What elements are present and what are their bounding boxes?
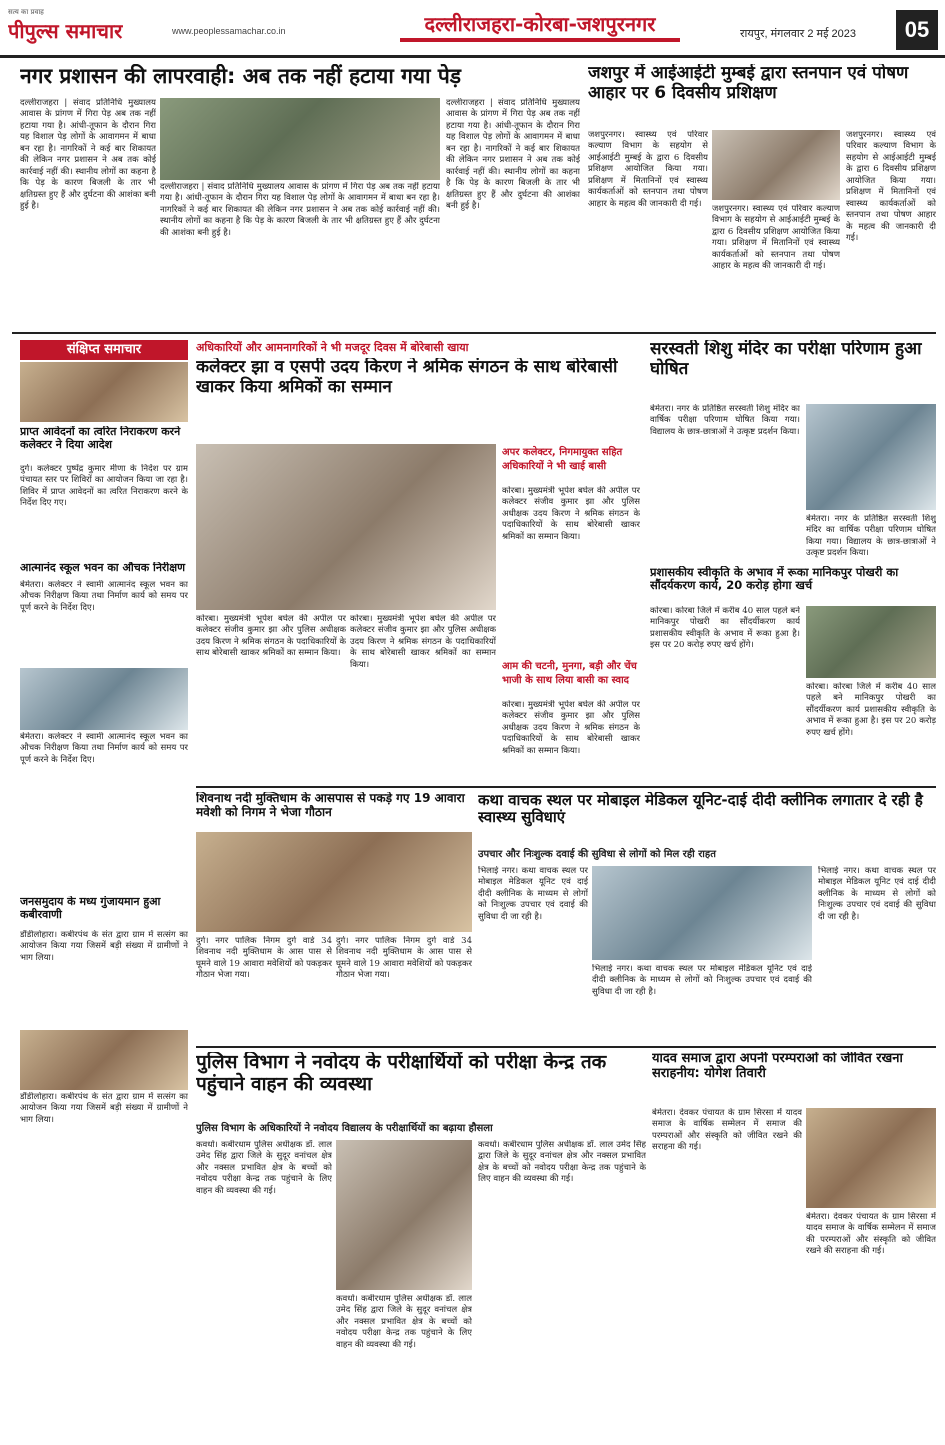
region-title: दल्लीराजहरा-कोरबा-जशपुरनगर (424, 12, 656, 36)
kicker-borebasi: अधिकारियों और आमनागरिकों ने भी मजदूर दिवस में बोरेबासी खाया (196, 341, 469, 354)
logo-tagline: सत्य का प्रवाह (8, 8, 44, 16)
headline-school-inspection: आत्मानंद स्कूल भवन का औचक निरीक्षण (20, 562, 186, 574)
masthead (0, 0, 945, 58)
logo-text: पीपुल्स समाचार (8, 19, 123, 43)
headline-navodaya: पुलिस विभाग ने नवोदय के परीक्षार्थियों को परीक्षा केन्द्र तक पहुंचाने वाहन की व्यवस्था (196, 1052, 607, 1095)
headline-yadav: यादव समाज द्वारा अपनी परम्पराओं को जीवित रखना सराहनीय: योगेश तिवारी (652, 1052, 903, 1081)
photo-navodaya (336, 1140, 472, 1290)
body-iit-col2: जशपुरनगर। स्वास्थ्य एवं परिवार कल्याण विभाग के सहयोग से आईआईटी मुम्बई के द्वारा 6 दिवसीय प्रशिक्षण आयोजित किया गया। प्रशिक्षण में मितानिनों एवं स्वास्थ्य कार्यकर्ताओं को स्तनपान तथा पोषण आहार के महत्व की जानकारी दी गई। (712, 204, 840, 272)
body-kabir: डौंडीलोहारा। कबीरपंथ के संत द्वारा ग्राम में सत्संग का आयोजन किया गया जिसमें बड़ी संख्या में ग्रामीणों ने भाग लिया। (20, 930, 188, 963)
headline-cattle: शिवनाथ नदी मुक्तिधाम के आसपास से पकड़े गए 19 आवारा मवेशी को निगम ने भेजा गौठान (196, 792, 465, 819)
body-yadav-col1: बेमेतरा। देवकर पंचायत के ग्राम सिरसा में यादव समाज के वार्षिक सम्मेलन में समाज की परम्पराओं और संस्कृति को जीवित रखने की सराहना की गई। (652, 1108, 802, 1153)
photo-training (712, 130, 840, 200)
headline-manikpur: प्रशासकीय स्वीकृति के अभाव में रूका मानिकपुर पोखरी का सौंदर्यकरण कार्य, 20 करोड़ होगा खर्च (650, 566, 899, 593)
photo-saraswati (806, 404, 936, 510)
divider-bottom (196, 1046, 936, 1048)
body-tree-col3: दल्लीराजहरा | संवाद प्रतिनिधि मुख्यालय आवास के प्रांगण में गिरा पेड़ अब तक नहीं हटाया गया है। आंधी-तूफान के दौरान गिरा यह विशाल पेड़ लोगों के आवागमन में बाधा बन रहा है। नागरिकों ने कई बार शिकायत की लेकिन नगर प्रशासन ने अब तक कोई कार्रवाई नहीं की। स्थानीय लोगों का कहना है कि पेड़ के कारण बिजली के तार भी क्षतिग्रस्त हुए हैं और दुर्घटना की आशंका बनी हुई है। (446, 98, 580, 212)
photo-collector-camp (20, 362, 188, 422)
body-saraswati-col2: बेमेतरा। नगर के प्रतिष्ठित सरस्वती शिशु मंदिर का वार्षिक परीक्षा परिणाम घोषित किया गया। विद्यालय के छात्र-छात्राओं ने उत्कृष्ट प्रदर्शन किया। (806, 514, 936, 559)
photo-borebasi (196, 444, 496, 610)
subhead-medical: उपचार और निःशुल्क दवाई की सुविधा से लोगों को मिल रही राहत (478, 849, 716, 860)
body-medical-col2: भिलाई नगर। कथा वाचक स्थल पर मोबाइल मेडिकल यूनिट एवं दाई दीदी क्लीनिक के माध्यम से लोगों को निःशुल्क उपचार एवं दवाई की सुविधा दी जा रही है। (592, 964, 812, 997)
photo-school (20, 668, 188, 730)
body-cattle-col1: दुर्ग। नगर पालिक निगम दुर्ग वार्ड 34 शिवनाथ नदी मुक्तिधाम के आस पास से घूमने वाले 19 आवारा मवेशियों को पकड़कर गौठान भेजा गया। (196, 936, 332, 981)
headline-applications: प्राप्त आवेदनों का त्वरित निराकरण करने कलेक्टर ने दिया आदेश (20, 426, 181, 451)
body-applications: दुर्ग। कलेक्टर पुष्पेंद्र कुमार मीणा के निर्देश पर ग्राम पंचायत स्तर पर शिविरों का आयोजन किया जा रहा है। शिविर में प्राप्त आवेदनों का त्वरित निराकरण करने के निर्देश दिए गए। (20, 464, 188, 509)
dateline: रायपुर, मंगलवार 2 मई 2023 (740, 28, 857, 40)
body-school-cont: बेमेतरा। कलेक्टर ने स्वामी आत्मानंद स्कूल भवन का औचक निरीक्षण किया तथा निर्माण कार्य को समय पर पूर्ण करने के निर्देश दिए। (20, 732, 188, 765)
divider-mid (196, 786, 936, 788)
headline-kabir: जनसमुदाय के मध्य गुंजायमान हुआ कबीरवाणी (20, 896, 161, 921)
photo-fallen-tree (160, 98, 440, 180)
headline-tree: नगर प्रशासन की लापरवाही: अब तक नहीं हटाया गया पेड़ (20, 64, 462, 88)
body-tree-col1: दल्लीराजहरा | संवाद प्रतिनिधि मुख्यालय आवास के प्रांगण में गिरा पेड़ अब तक नहीं हटाया गया है। आंधी-तूफान के दौरान गिरा यह विशाल पेड़ लोगों के आवागमन में बाधा बन रहा है। नागरिकों ने कई बार शिकायत की लेकिन नगर प्रशासन ने अब तक कोई कार्रवाई नहीं की। स्थानीय लोगों का कहना है कि पेड़ के कारण बिजली के तार भी क्षतिग्रस्त हुए हैं और दुर्घटना की आशंका बनी हुई है। (20, 98, 156, 212)
body-saraswati: बेमेतरा। नगर के प्रतिष्ठित सरस्वती शिशु मंदिर का वार्षिक परीक्षा परिणाम घोषित किया गया। विद्यालय के छात्र-छात्राओं ने उत्कृष्ट प्रदर्शन किया। (650, 404, 800, 437)
sidebar-borebasi-body: कोरबा। मुख्यमंत्री भूपेश बघेल की अपील पर कलेक्टर संजीव कुमार झा और पुलिस अधीक्षक उदय किरण ने श्रमिक संगठन के पदाधिकारियों के साथ बोरेबासी खाकर श्रमिकों का सम्मान किया। (502, 486, 640, 542)
photo-cattle (196, 832, 472, 932)
headline-saraswati: सरस्वती शिशु मंदिर का परीक्षा परिणाम हुआ घोषित (650, 340, 922, 379)
divider-top (12, 332, 936, 334)
sidebar-borebasi-title: अपर कलेक्टर, निगमायुक्त सहित अधिकारियों ने भी खाई बासी (502, 447, 623, 472)
section-brief-news: संक्षिप्त समाचार (20, 340, 188, 360)
photo-yadav (806, 1108, 936, 1208)
body-iit-col3: जशपुरनगर। स्वास्थ्य एवं परिवार कल्याण विभाग के सहयोग से आईआईटी मुम्बई के द्वारा 6 दिवसीय प्रशिक्षण आयोजित किया गया। प्रशिक्षण में मितानिनों एवं स्वास्थ्य कार्यकर्ताओं को स्तनपान तथा पोषण आहार के महत्व की जानकारी दी गई। (846, 130, 936, 244)
body-manikpur-col2: कोरबा। कोरबा जिले में करीब 40 साल पहले बने मानिकपुर पोखरी का सौंदर्यीकरण कार्य प्रशासकीय स्वीकृति के अभाव में रूका हुआ है। इस पर 20 करोड़ रुपए खर्च होंगे। (806, 682, 936, 738)
body-borebasi-col2: कोरबा। मुख्यमंत्री भूपेश बघेल की अपील पर कलेक्टर संजीव कुमार झा और पुलिस अधीक्षक उदय किरण ने श्रमिक संगठन के पदाधिकारियों के साथ बोरेबासी खाकर श्रमिकों का सम्मान किया। (350, 614, 496, 670)
sidebar2-borebasi-body: कोरबा। मुख्यमंत्री भूपेश बघेल की अपील पर कलेक्टर संजीव कुमार झा और पुलिस अधीक्षक उदय किरण ने श्रमिक संगठन के पदाधिकारियों के साथ बोरेबासी खाकर श्रमिकों का सम्मान किया। (502, 700, 640, 756)
site-url: www.peoplessamachar.co.in (172, 26, 286, 36)
body-navodaya-col2: कवर्धा। कबीरधाम पुलिस अधीक्षक डॉ. लाल उमेद सिंह द्वारा जिले के सुदूर वनांचल क्षेत्र और नक्सल प्रभावित क्षेत्र के बच्चों को नवोदय परीक्षा केन्द्र तक पहुंचाने के लिए वाहन की व्यवस्था की गई। (336, 1294, 472, 1350)
subhead-navodaya: पुलिस विभाग के अधिकारियों ने नवोदय विद्यालय के परीक्षार्थियों का बढ़ाया हौसला (196, 1123, 493, 1134)
headline-borebasi: कलेक्टर झा व एसपी उदय किरण ने श्रमिक संगठन के साथ बोरेबासी खाकर किया श्रमिकों का सम्मान (196, 358, 618, 397)
logo (8, 8, 168, 48)
body-school-inspection: बेमेतरा। कलेक्टर ने स्वामी आत्मानंद स्कूल भवन का औचक निरीक्षण किया तथा निर्माण कार्य को समय पर पूर्ण करने के निर्देश दिए। (20, 580, 188, 613)
body-navodaya-col1: कवर्धा। कबीरधाम पुलिस अधीक्षक डॉ. लाल उमेद सिंह द्वारा जिले के सुदूर वनांचल क्षेत्र और नक्सल प्रभावित क्षेत्र के बच्चों को नवोदय परीक्षा केन्द्र तक पहुंचाने के लिए वाहन की व्यवस्था की गई। (196, 1140, 332, 1196)
body-yadav-col2: बेमेतरा। देवकर पंचायत के ग्राम सिरसा में यादव समाज के वार्षिक सम्मेलन में समाज की परम्पराओं और संस्कृति को जीवित रखने की सराहना की गई। (806, 1212, 936, 1257)
headline-iit: जशपुर में आईआईटी मुम्बई द्वारा स्तनपान एवं पोषण आहार पर 6 दिवसीय प्रशिक्षण (588, 64, 909, 103)
photo-medical (592, 866, 812, 960)
body-iit-col1: जशपुरनगर। स्वास्थ्य एवं परिवार कल्याण विभाग के सहयोग से आईआईटी मुम्बई के द्वारा 6 दिवसीय प्रशिक्षण आयोजित किया गया। प्रशिक्षण में मितानिनों एवं स्वास्थ्य कार्यकर्ताओं को स्तनपान तथा पोषण आहार के महत्व की जानकारी दी गई। (588, 130, 708, 209)
body-manikpur: कोरबा। कोरबा जिले में करीब 40 साल पहले बने मानिकपुर पोखरी का सौंदर्यीकरण कार्य प्रशासकीय स्वीकृति के अभाव में रूका हुआ है। इस पर 20 करोड़ रुपए खर्च होंगे। (650, 606, 800, 651)
headline-medical: कथा वाचक स्थल पर मोबाइल मेडिकल यूनिट-दाई दीदी क्लीनिक लगातार दे रही है स्वास्थ्य सुविधाएं (478, 792, 923, 827)
page-number: 05 (896, 10, 938, 50)
body-tree-col2: दल्लीराजहरा | संवाद प्रतिनिधि मुख्यालय आवास के प्रांगण में गिरा पेड़ अब तक नहीं हटाया गया है। आंधी-तूफान के दौरान गिरा यह विशाल पेड़ लोगों के आवागमन में बाधा बन रहा है। नागरिकों ने कई बार शिकायत की लेकिन नगर प्रशासन ने अब तक कोई कार्रवाई नहीं की। स्थानीय लोगों का कहना है कि पेड़ के कारण बिजली के तार भी क्षतिग्रस्त हुए हैं और दुर्घटना की आशंका बनी हुई है। (160, 182, 440, 238)
body-medical-col3: भिलाई नगर। कथा वाचक स्थल पर मोबाइल मेडिकल यूनिट एवं दाई दीदी क्लीनिक के माध्यम से लोगों को निःशुल्क उपचार एवं दवाई की सुविधा दी जा रही है। (818, 866, 936, 922)
body-navodaya-col3: कवर्धा। कबीरधाम पुलिस अधीक्षक डॉ. लाल उमेद सिंह द्वारा जिले के सुदूर वनांचल क्षेत्र और नक्सल प्रभावित क्षेत्र के बच्चों को नवोदय परीक्षा केन्द्र तक पहुंचाने के लिए वाहन की व्यवस्था की गई। (478, 1140, 646, 1185)
body-borebasi-col1: कोरबा। मुख्यमंत्री भूपेश बघेल की अपील पर कलेक्टर संजीव कुमार झा और पुलिस अधीक्षक उदय किरण ने श्रमिक संगठन के पदाधिकारियों के साथ बोरेबासी खाकर श्रमिकों का सम्मान किया। (196, 614, 346, 659)
body-cattle-col2: दुर्ग। नगर पालिक निगम दुर्ग वार्ड 34 शिवनाथ नदी मुक्तिधाम के आस पास से घूमने वाले 19 आवारा मवेशियों को पकड़कर गौठान भेजा गया। (336, 936, 472, 981)
sidebar2-borebasi-title: आम की चटनी, मुनगा, बड़ी और चेंच भाजी के साथ लिया बासी का स्वाद (502, 661, 637, 686)
photo-manikpur (806, 606, 936, 678)
region-underline (400, 38, 680, 42)
body-medical-col1: भिलाई नगर। कथा वाचक स्थल पर मोबाइल मेडिकल यूनिट एवं दाई दीदी क्लीनिक के माध्यम से लोगों को निःशुल्क उपचार एवं दवाई की सुविधा दी जा रही है। (478, 866, 588, 922)
body-kabir-cont: डौंडीलोहारा। कबीरपंथ के संत द्वारा ग्राम में सत्संग का आयोजन किया गया जिसमें बड़ी संख्या में ग्रामीणों ने भाग लिया। (20, 1092, 188, 1125)
photo-kabir (20, 1030, 188, 1090)
